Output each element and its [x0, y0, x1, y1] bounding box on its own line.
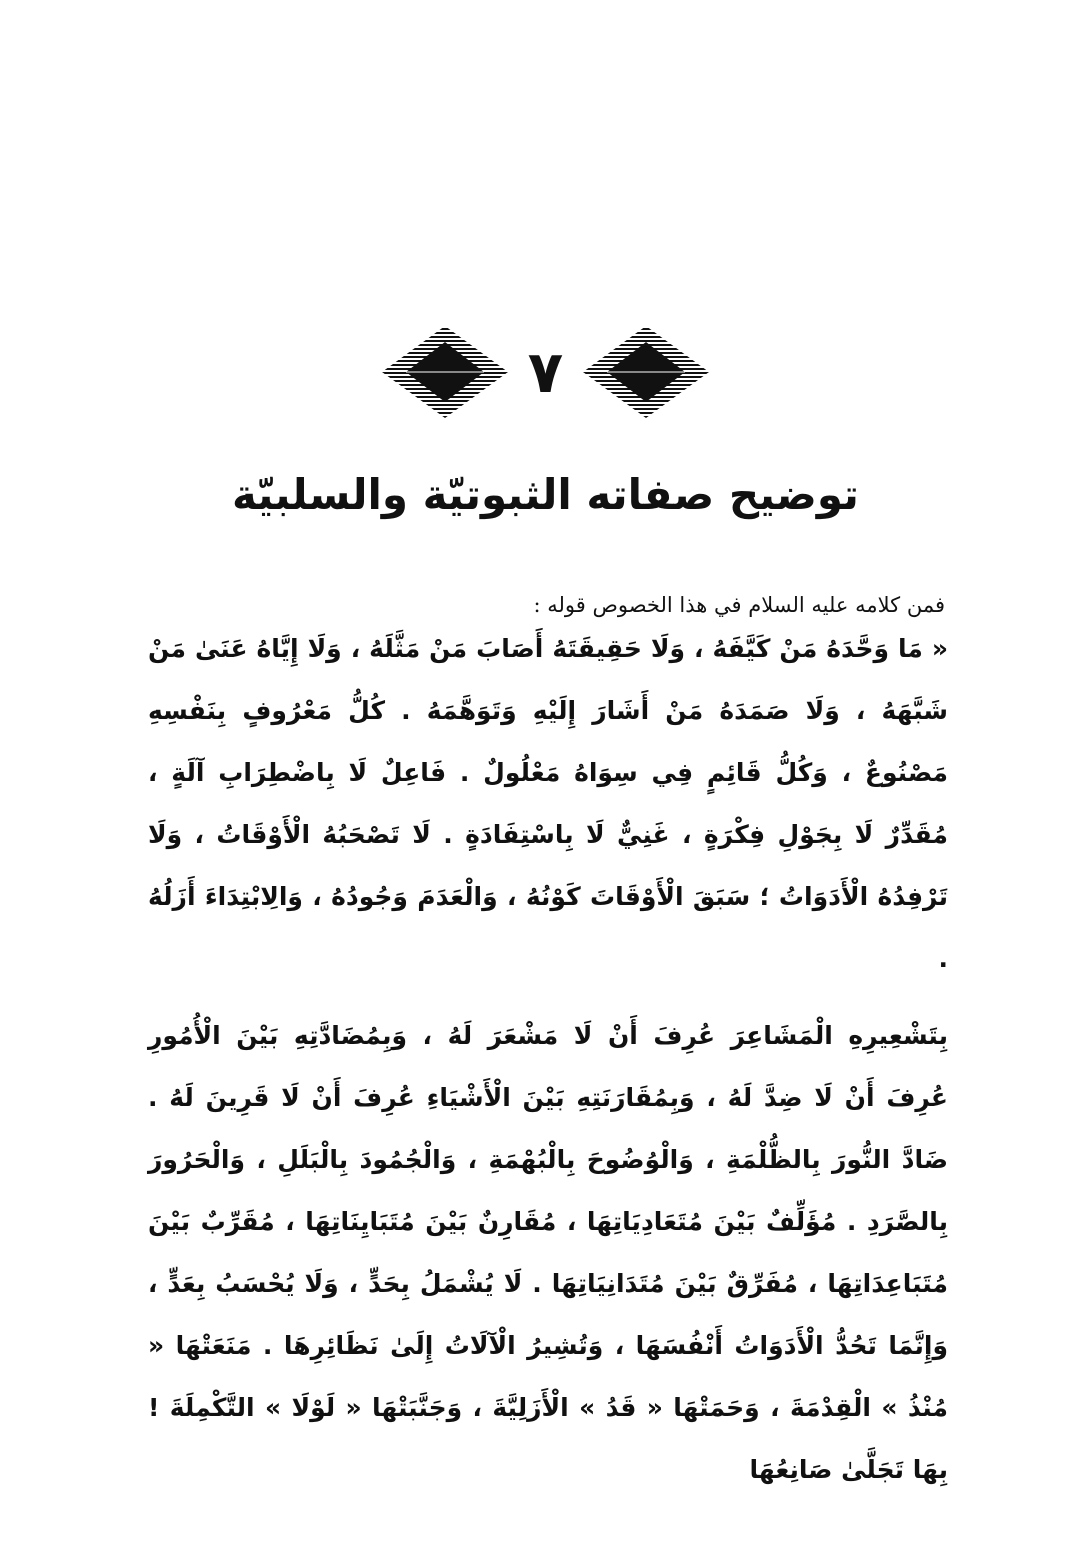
quote-paragraph-1: « مَا وَحَّدَهُ مَنْ كَيَّفَهُ ، وَلَا حَقِيقَتَهُ أَصَابَ مَنْ مَثَّلَهُ ، وَلَا إِيَّاهُ عَنَىٰ مَنْ شَبَّهَهُ ، وَلَا صَمَدَهُ مَنْ أَشَارَ إِلَيْهِ وَتَوَهَّمَهُ . كُلُّ مَعْرُوفٍ بِنَفْسِهِ مَصْنُوعٌ ، وَكُلُّ قَائِمٍ فِي سِوَاهُ مَعْلُولٌ . فَاعِلٌ لَا بِاضْطِرَابِ آلَةٍ ، مُقَدِّرٌ لَا بِجَوْلِ فِكْرَةٍ ، غَنِيٌّ لَا بِاسْتِفَادَةٍ . لَا تَصْحَبُهُ الْأَوْقَاتُ ، وَلَا تَرْفِدُهُ الْأَدَوَاتُ ؛ سَبَقَ الْأَوْقَاتَ كَوْنُهُ ، وَالْعَدَمَ وَجُودُهُ ، وَالِابْتِدَاءَ أَزَلُهُ . — [148, 634, 948, 973]
right-diamond-ornament-icon — [581, 324, 711, 420]
chapter-ornament — [0, 322, 1091, 422]
chapter-number: ٧ — [527, 338, 564, 406]
intro-line: فمن كلامه عليه السلام في هذا الخصوص قوله : — [533, 593, 945, 617]
left-diamond-ornament-icon — [380, 324, 510, 420]
quote-paragraph-2: بِتَشْعِيرِهِ الْمَشَاعِرَ عُرِفَ أَنْ لَا مَشْعَرَ لَهُ ، وَبِمُضَادَّتِهِ بَيْنَ الْأُمُورِ عُرِفَ أَنْ لَا ضِدَّ لَهُ ، وَبِمُقَارَنَتِهِ بَيْنَ الْأَشْيَاءِ عُرِفَ أَنْ لَا قَرِينَ لَهُ . ضَادَّ النُّورَ بِالظُّلْمَةِ ، وَالْوُضُوحَ بِالْبُهْمَةِ ، وَالْجُمُودَ بِالْبَلَلِ ، وَالْحَرُورَ بِالصَّرَدِ . مُؤَلِّفٌ بَيْنَ مُتَعَادِيَاتِهَا ، مُقَارِنٌ بَيْنَ مُتَبَايِنَاتِهَا ، مُقَرِّبٌ بَيْنَ مُتَبَاعِدَاتِهَا ، مُفَرِّقٌ بَيْنَ مُتَدَانِيَاتِهَا . لَا يُشْمَلُ بِحَدٍّ ، وَلَا يُحْسَبُ بِعَدٍّ ، وَإِنَّمَا تَحُدُّ الْأَدَوَاتُ أَنْفُسَهَا ، وَتُشِيرُ الْآلَاتُ إِلَىٰ نَظَائِرِهَا . مَنَعَتْهَا « مُنْذُ » الْقِدْمَةَ ، وَحَمَتْهَا « قَدُ » الْأَزَلِيَّةَ ، وَجَنَّبَتْهَا « لَوْلَا » التَّكْمِلَةَ ! بِهَا تَجَلَّىٰ صَانِعُهَا — [148, 1021, 948, 1484]
chapter-title: توضيح صفاته الثبوتيّة والسلبيّة — [232, 470, 859, 519]
